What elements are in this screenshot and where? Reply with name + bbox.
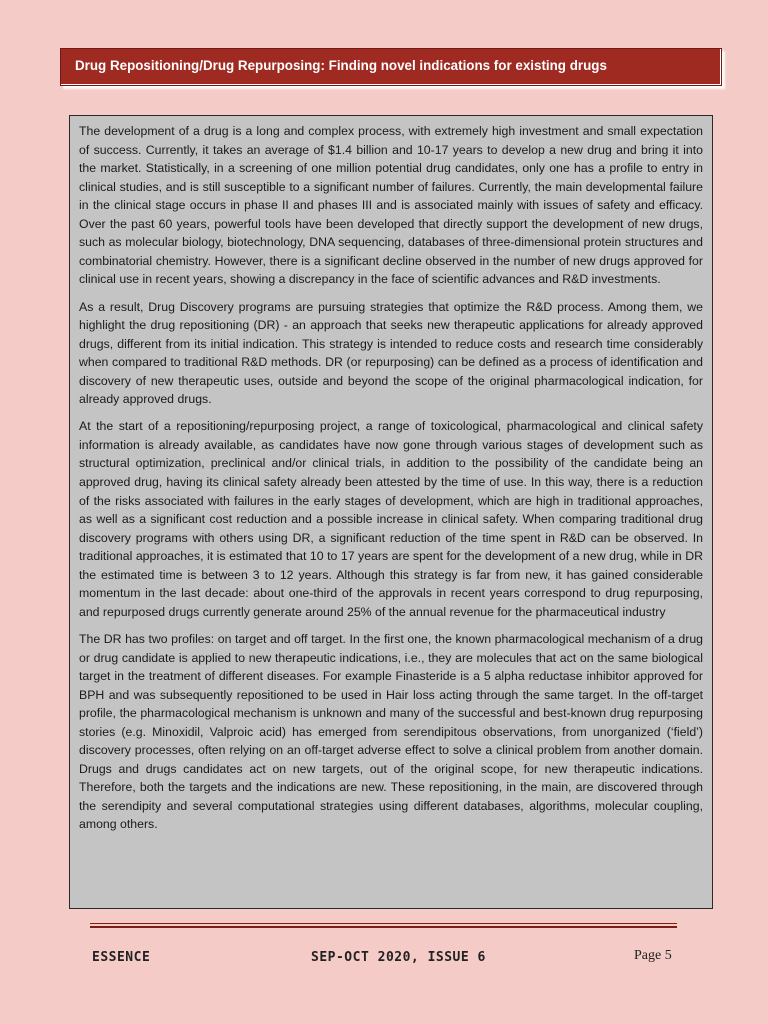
footer-publication: ESSENCE xyxy=(92,950,151,965)
paragraph: As a result, Drug Discovery programs are pursuing strategies that optimize the R&D process. Among them, we highlight the drug repositioning (DR) - an approach that seeks new therapeutic applications for already approved drugs, different from its initial indication. This strategy is intended to reduce costs and research time considerably when compared to traditional R&D methods. DR (or repurposing) can be defined as a process of identification and discovery of new therapeutic uses, outside and beyond the scope of the original pharmacological indication, for already approved drugs. xyxy=(79,299,703,407)
footer-issue: SEP-OCT 2020, ISSUE 6 xyxy=(311,950,486,965)
paragraph: The DR has two profiles: on target and off target. In the first one, the known pharmacological mechanism of a drug or drug candidate is applied to new therapeutic indications, i.e., they are molecules that act on the same biological target in the treatment of different diseases. For example Finasteride is a 5 alpha reductase inhibitor approved for BPH and was subsequently repositioned to be used in Hair loss acting through the same target. In the off-target profile, the pharmacological mechanism is unknown and many of the successful and best-known drug repurposing stories (e.g. Minoxidil, Valproic acid) has emerged from serendipitous observations, from unorganized (‘field’) discovery processes, often relying on an off-target adverse effect to solve a clinical problem from another domain. Drugs and drugs candidates act on new targets, out of the original scope, for new therapeutic indications. Therefore, both the targets and the indications are new. These repositioning, in the main, are discovered through the serendipity and several computational strategies using different databases, algorithms, molecular coupling, among others. xyxy=(79,632,703,832)
footer-page-number: Page 5 xyxy=(634,948,672,963)
article-body xyxy=(69,115,713,909)
paragraph: The development of a drug is a long and complex process, with extremely high investment and small expectation of success. Currently, it takes an average of $1.4 billion and 10-17 years to develop a new drug and bring it into the market. Statistically, in a screening of one million potential drug candidates, only one has a profile to entry in clinical studies, and is still susceptible to a significant number of failures. Currently, the main developmental failure in the clinical stage occurs in phase II and phases III and is associated mainly with issues of safety and efficacy. Over the past 60 years, powerful tools have been developed that directly support the development of new drugs, such as molecular biology, biotechnology, DNA sequencing, databases of three-dimensional protein structures and combinatorial chemistry. However, there is a significant decline observed in the number of new drugs approved for clinical use in recent years, showing a discrepancy in the face of scientific advances and R&D investments. xyxy=(79,124,703,287)
footer-divider-bottom xyxy=(90,926,677,928)
footer-divider-top xyxy=(90,923,677,924)
article-title: Drug Repositioning/Drug Repurposing: Finding novel indications for existing drugs xyxy=(75,58,607,73)
paragraph: At the start of a repositioning/repurposing project, a range of toxicological, pharmacological and clinical safety information is already available, as candidates have now gone through various stages of development such as structural optimization, preclinical and/or clinical trials, in addition to the possibility of the candidate being an approved drug, having its clinical safety already been attested by the time of use. In this way, there is a reduction of the risks associated with failures in the early stages of development, which are high in traditional approaches, as well as a significant cost reduction and a possible increase in clinical safety. When comparing traditional drug discovery programs with others using DR, a significant reduction of the time spent in R&D can be observed. In traditional approaches, it is estimated that 10 to 17 years are spent for the development of a new drug, while in DR the estimated time is between 3 to 12 years. Although this strategy is far from new, it has gained considerable momentum in the last decade: about one-third of the approvals in recent years correspond to drug repurposing, and repurposed drugs currently generate around 25% of the annual revenue for the pharmaceutical industry xyxy=(79,419,703,619)
title-banner xyxy=(60,48,722,86)
